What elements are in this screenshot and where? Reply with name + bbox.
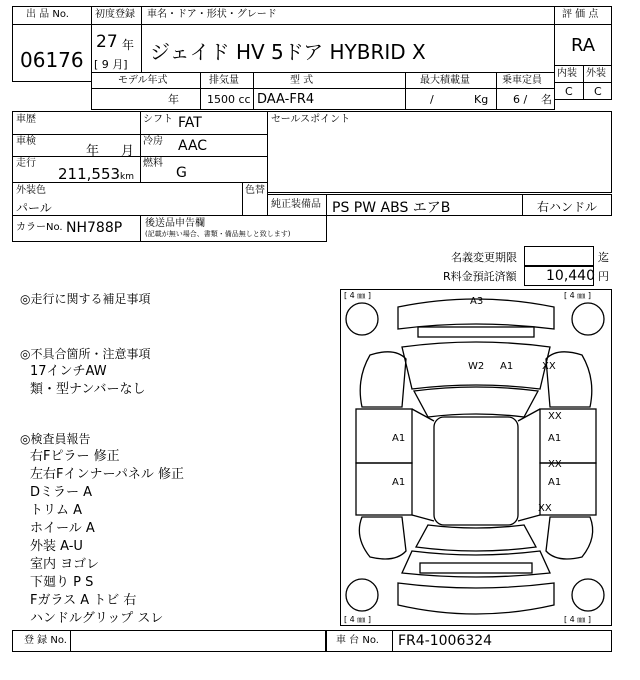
inspection-label: 車検 bbox=[16, 136, 36, 147]
model-year-label: モデル年式 bbox=[118, 75, 168, 86]
first-registration-year: 27 bbox=[96, 32, 118, 52]
exterior-grade: C bbox=[594, 85, 602, 98]
mark-front-bumper: A3 bbox=[470, 296, 484, 307]
inspection-year-unit: 年 bbox=[86, 144, 100, 159]
inspector-title: ◎検査員報告 bbox=[20, 432, 91, 446]
chassis-number: FR4-1006324 bbox=[398, 633, 493, 649]
mark-left-rear-door: A1 bbox=[392, 477, 406, 488]
equipment-value: PS PW ABS エアB bbox=[332, 200, 451, 216]
driving-notes-title: ◎走行に関する補足事項 bbox=[20, 292, 151, 306]
mark-right-front-door-xx: XX bbox=[548, 411, 562, 422]
inspector-item: 外装 A-U bbox=[30, 539, 83, 554]
exterior-color-label: 外装色 bbox=[16, 185, 46, 196]
tire-rear-left bbox=[346, 579, 378, 611]
equipment-label: 純正装備品 bbox=[271, 199, 321, 210]
name-change-box bbox=[524, 246, 594, 266]
color-no-value: NH788P bbox=[66, 220, 123, 236]
tire-tread-front-left: [ 4 ㎜ ] bbox=[344, 291, 371, 300]
tire-tread-rear-left: [ 4 ㎜ ] bbox=[344, 615, 371, 624]
postfit-note: (記載が無い場合、書類・備品無しと致します) bbox=[145, 230, 291, 238]
year-unit: 年 bbox=[122, 38, 135, 52]
recycle-amount: 10,440 bbox=[546, 268, 595, 284]
mileage-unit: km bbox=[120, 172, 134, 182]
mileage-value: 211,553 bbox=[58, 165, 121, 183]
ac-value: AAC bbox=[178, 138, 208, 154]
name-change-unit: 迄 bbox=[598, 251, 609, 264]
chassis-number-label: 車 台 No. bbox=[336, 635, 379, 646]
color-no-label: カラーNo. bbox=[16, 222, 63, 233]
score-label: 評 価 点 bbox=[562, 9, 599, 20]
inspector-item: 右Fピラー 修正 bbox=[30, 449, 120, 464]
tire-tread-front-right: [ 4 ㎜ ] bbox=[564, 291, 591, 300]
first-registration-label: 初度登録 bbox=[95, 9, 135, 20]
mark-right-rear-door-xx: XX bbox=[548, 459, 562, 470]
car-name-label: 車名・ドア・形状・グレード bbox=[147, 9, 277, 20]
mark-right-front-door-a1: A1 bbox=[548, 433, 562, 444]
ac-label: 冷房 bbox=[143, 136, 163, 147]
history-label: 車歴 bbox=[16, 114, 36, 125]
mark-right-quarter: XX bbox=[538, 503, 552, 514]
interior-grade-label: 内装 bbox=[557, 68, 577, 79]
car-damage-diagram bbox=[340, 289, 612, 626]
max-load-label: 最大積載量 bbox=[420, 75, 470, 86]
front-grille bbox=[418, 327, 534, 337]
name-change-label: 名義変更期限 bbox=[451, 251, 517, 264]
left-rear-door bbox=[356, 463, 412, 515]
sales-point-label: セールスポイント bbox=[271, 114, 351, 125]
left-fender bbox=[360, 352, 406, 407]
displacement-label: 排気量 bbox=[209, 75, 239, 86]
rear-bumper bbox=[398, 583, 554, 614]
roof bbox=[434, 417, 518, 525]
tire-tread-rear-right: [ 4 ㎜ ] bbox=[564, 615, 591, 624]
lot-number: 06176 bbox=[20, 48, 84, 72]
rear-glass bbox=[416, 525, 536, 551]
tire-front-left bbox=[346, 303, 378, 335]
mark-left-front-door: A1 bbox=[392, 433, 406, 444]
mileage-label: 走行 bbox=[16, 158, 36, 169]
mark-right-rear-door-a1: A1 bbox=[548, 477, 562, 488]
exterior-grade-label: 外装 bbox=[586, 68, 606, 79]
inspector-item: Dミラー A bbox=[30, 485, 93, 500]
capacity-unit: 名 bbox=[541, 93, 552, 106]
defects-title: ◎不具合箇所・注意事項 bbox=[20, 347, 151, 361]
mark-windshield-a1: A1 bbox=[500, 361, 514, 372]
inspector-item: ホイール A bbox=[30, 521, 95, 536]
rear-plate bbox=[420, 563, 532, 573]
capacity-label: 乗車定員 bbox=[502, 75, 542, 86]
lot-number-label: 出 品 No. bbox=[26, 9, 69, 20]
recycle-unit: 円 bbox=[598, 270, 609, 283]
inspector-item: ハンドルグリップ スレ bbox=[30, 611, 164, 626]
tire-rear-right bbox=[572, 579, 604, 611]
steering-value: 右ハンドル bbox=[537, 200, 598, 214]
displacement-value: 1500 cc bbox=[207, 93, 251, 106]
load-unit: Kg bbox=[474, 93, 489, 106]
inspector-item: トリム A bbox=[30, 503, 83, 518]
tire-front-right bbox=[572, 303, 604, 335]
defect-item: 17インチAW bbox=[30, 364, 107, 379]
inspector-item: Fガラス A トビ 右 bbox=[30, 593, 137, 608]
type-label: 型 式 bbox=[290, 75, 314, 86]
shift-value: FAT bbox=[178, 115, 202, 131]
car-name: ジェイド HV 5ドア HYBRID X bbox=[150, 40, 426, 64]
fuel-value: G bbox=[176, 165, 187, 181]
interior-grade: C bbox=[565, 85, 573, 98]
score-value: RA bbox=[571, 35, 596, 56]
recolor-label: 色替 bbox=[245, 185, 265, 196]
recycle-label: R料金預託済額 bbox=[443, 270, 517, 283]
inspection-month-unit: 月 bbox=[121, 144, 135, 159]
first-registration-month: [ 9 月] bbox=[94, 58, 128, 71]
exterior-color-value: パール bbox=[16, 201, 52, 215]
right-quarter bbox=[546, 517, 593, 559]
left-quarter bbox=[359, 517, 406, 559]
mark-windshield-w2: W2 bbox=[468, 361, 485, 372]
postfit-label: 後送品申告欄 bbox=[145, 218, 205, 229]
inspector-item: 室内 ヨゴレ bbox=[30, 557, 100, 572]
registration-number-label: 登 録 No. bbox=[24, 635, 67, 646]
mark-right-fender: XX bbox=[542, 361, 556, 372]
load-separator: / bbox=[430, 93, 434, 106]
fuel-label: 燃料 bbox=[143, 158, 163, 169]
inspector-item: 下廻り P S bbox=[30, 575, 94, 590]
capacity-value: 6 / bbox=[513, 93, 528, 106]
inspector-item: 左右Fインナーパネル 修正 bbox=[30, 467, 184, 482]
model-year-unit: 年 bbox=[168, 93, 179, 106]
shift-label: シフト bbox=[143, 114, 173, 125]
defect-item: 類・型ナンバーなし bbox=[30, 382, 146, 397]
windshield bbox=[414, 387, 538, 417]
type-code: DAA-FR4 bbox=[257, 92, 315, 107]
